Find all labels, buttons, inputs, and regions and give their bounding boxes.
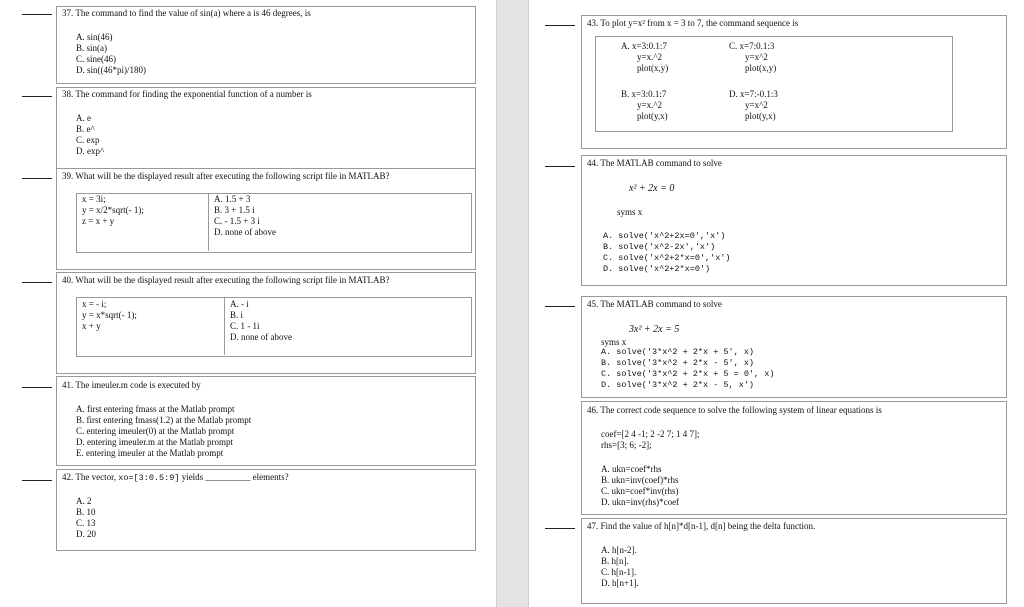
option-37-c[interactable]: C. sine(46) bbox=[76, 54, 116, 64]
question-38-text: 38. The command for finding the exponential function of a number is bbox=[62, 89, 312, 99]
option-46-d[interactable]: D. ukn=inv(rhs)*coef bbox=[601, 497, 680, 507]
syms-line-45: syms x bbox=[601, 337, 627, 347]
option-37-a[interactable]: A. sin(46) bbox=[76, 32, 113, 42]
code-line: x + y bbox=[82, 321, 101, 331]
question-37-text: 37. The command to find the value of sin(a) where a is 46 degrees, is bbox=[62, 8, 311, 18]
question-41-text: 41. The imeuler.m code is executed by bbox=[62, 380, 201, 390]
option-41-c[interactable]: C. entering imeuler(0) at the Matlab prompt bbox=[76, 426, 235, 436]
question-40-text: 40. What will be the displayed result after executing the following script file in MATLAB? bbox=[62, 275, 390, 285]
answer-blank-37[interactable] bbox=[22, 14, 52, 15]
option-39-d[interactable]: D. none of above bbox=[214, 227, 276, 237]
table-divider bbox=[224, 297, 225, 355]
right-page bbox=[528, 0, 1024, 607]
answer-blank-45[interactable] bbox=[545, 306, 575, 307]
answer-blank-38[interactable] bbox=[22, 96, 52, 97]
option-44-c[interactable]: C. solve('x^2+2*x=0','x') bbox=[603, 253, 731, 263]
option-46-c[interactable]: C. ukn=coef*inv(rhs) bbox=[601, 486, 679, 496]
code-line: x = 3i; bbox=[82, 194, 106, 204]
answer-blank-44[interactable] bbox=[545, 166, 575, 167]
option-37-b[interactable]: B. sin(a) bbox=[76, 43, 107, 53]
option-47-b[interactable]: B. h[n]. bbox=[601, 556, 629, 566]
vector-code: xo=[3:0.5:9] bbox=[118, 473, 180, 483]
question-43-text: 43. To plot y=x² from x = 3 to 7, the command sequence is bbox=[587, 18, 799, 28]
code-line: rhs=[3; 6; -2]; bbox=[601, 440, 652, 450]
question-47-text: 47. Find the value of h[n]*d[n-1], d[n] being the delta function. bbox=[587, 521, 816, 531]
option-41-b[interactable]: B. first entering fmass(1.2) at the Matlab prompt bbox=[76, 415, 252, 425]
code-line: y = x*sqrt(- 1); bbox=[82, 310, 137, 320]
equation-45: 3x² + 2x = 5 bbox=[629, 324, 680, 335]
left-page bbox=[0, 0, 497, 607]
option-38-a[interactable]: A. e bbox=[76, 113, 91, 123]
code-line: y = x/2*sqrt(- 1); bbox=[82, 205, 144, 215]
option-39-c[interactable]: C. - 1.5 + 3 i bbox=[214, 216, 260, 226]
option-38-d[interactable]: D. exp^ bbox=[76, 146, 105, 156]
question-39-text: 39. What will be the displayed result after executing the following script file in MATLAB? bbox=[62, 171, 390, 181]
question-40-code-table bbox=[76, 297, 472, 357]
option-43-a[interactable]: A. x=3:0.1:7 y=x.^2 plot(x,y) bbox=[621, 41, 669, 73]
option-40-d[interactable]: D. none of above bbox=[230, 332, 292, 342]
code-line: x = - i; bbox=[82, 299, 107, 309]
option-47-d[interactable]: D. h[n+1]. bbox=[601, 578, 639, 588]
option-38-c[interactable]: C. exp bbox=[76, 135, 100, 145]
table-divider bbox=[208, 193, 209, 251]
question-46-text: 46. The correct code sequence to solve the following system of linear equations is bbox=[587, 405, 882, 415]
syms-line-44: syms x bbox=[617, 207, 643, 217]
option-40-b[interactable]: B. i bbox=[230, 310, 244, 320]
answer-blank-40[interactable] bbox=[22, 282, 52, 283]
option-46-a[interactable]: A. ukn=coef*rhs bbox=[601, 464, 662, 474]
option-43-b[interactable]: B. x=3:0.1:7 y=x.^2 plot(y,x) bbox=[621, 89, 668, 121]
option-43-d[interactable]: D. x=7:-0.1:3 y=x^2 plot(y,x) bbox=[729, 89, 778, 121]
option-41-a[interactable]: A. first entering fmass at the Matlab prompt bbox=[76, 404, 235, 414]
question-44-text: 44. The MATLAB command to solve bbox=[587, 158, 722, 168]
answer-blank-42[interactable] bbox=[22, 480, 52, 481]
option-37-d[interactable]: D. sin((46*pi)/180) bbox=[76, 65, 146, 75]
option-45-a[interactable]: A. solve('3*x^2 + 2*x + 5', x) bbox=[601, 347, 755, 357]
equation-44: x² + 2x = 0 bbox=[629, 183, 675, 194]
option-47-a[interactable]: A. h[n-2]. bbox=[601, 545, 637, 555]
option-42-a[interactable]: A. 2 bbox=[76, 496, 92, 506]
option-44-b[interactable]: B. solve('x^2-2x','x') bbox=[603, 242, 716, 252]
answer-blank-39[interactable] bbox=[22, 178, 52, 179]
option-40-c[interactable]: C. 1 - 1i bbox=[230, 321, 260, 331]
option-39-b[interactable]: B. 3 + 1.5 i bbox=[214, 205, 255, 215]
option-45-b[interactable]: B. solve('3*x^2 + 2*x - 5', x) bbox=[601, 358, 755, 368]
question-42-text: 42. The vector, xo=[3:0.5:9] yields __________ elements? bbox=[62, 472, 289, 483]
option-41-d[interactable]: D. entering imeuler.m at the Matlab prompt bbox=[76, 437, 233, 447]
code-line: z = x + y bbox=[82, 216, 115, 226]
option-42-c[interactable]: C. 13 bbox=[76, 518, 96, 528]
option-47-c[interactable]: C. h[n-1]. bbox=[601, 567, 637, 577]
option-41-e[interactable]: E. entering imeuler at the Matlab prompt bbox=[76, 448, 224, 458]
option-44-a[interactable]: A. solve('x^2+2x=0','x') bbox=[603, 231, 726, 241]
answer-blank-43[interactable] bbox=[545, 25, 575, 26]
option-45-c[interactable]: C. solve('3*x^2 + 2*x + 5 = 0', x) bbox=[601, 369, 775, 379]
option-43-c[interactable]: C. x=7:0.1:3 y=x^2 plot(x,y) bbox=[729, 41, 777, 73]
option-42-d[interactable]: D. 20 bbox=[76, 529, 96, 539]
question-45-text: 45. The MATLAB command to solve bbox=[587, 299, 722, 309]
option-39-a[interactable]: A. 1.5 + 3 bbox=[214, 194, 251, 204]
answer-blank-41[interactable] bbox=[22, 387, 52, 388]
option-45-d[interactable]: D. solve('3*x^2 + 2*x - 5, x') bbox=[601, 380, 755, 390]
question-39-code-table bbox=[76, 193, 472, 253]
answer-blank-47[interactable] bbox=[545, 528, 575, 529]
option-38-b[interactable]: B. e^ bbox=[76, 124, 95, 134]
code-line: coef=[2 4 -1; 2 -2 7; 1 4 7]; bbox=[601, 429, 700, 439]
option-46-b[interactable]: B. ukn=inv(coef)*rhs bbox=[601, 475, 679, 485]
option-40-a[interactable]: A. - i bbox=[230, 299, 249, 309]
option-44-d[interactable]: D. solve('x^2+2*x=0') bbox=[603, 264, 711, 274]
option-42-b[interactable]: B. 10 bbox=[76, 507, 96, 517]
